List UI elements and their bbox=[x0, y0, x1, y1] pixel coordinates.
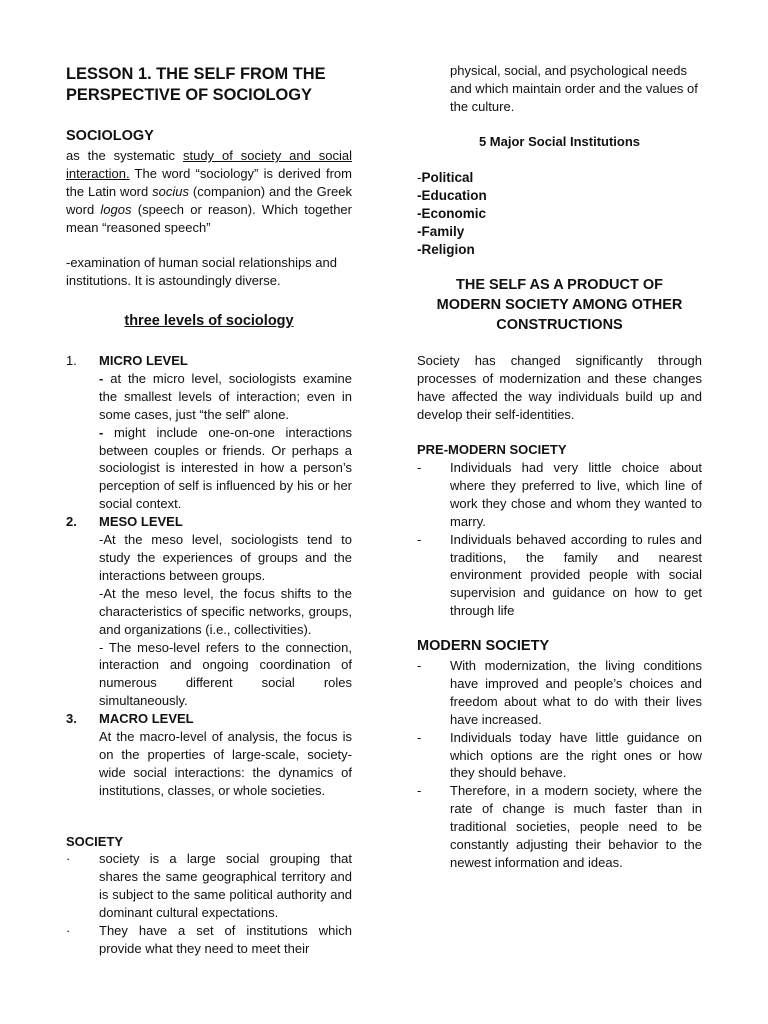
level-item-micro bbox=[66, 352, 352, 513]
list-item-text: They have a set of institutions which provide what they need to meet their bbox=[99, 922, 352, 956]
levels-heading bbox=[66, 311, 352, 331]
sociology-heading: SOCIOLOGY bbox=[66, 128, 154, 144]
def-underlined: study of society and social interaction. bbox=[66, 148, 352, 181]
examination-text: -examination of human social relationships and institutions. It is astoundingly diverse. bbox=[66, 255, 337, 288]
institutions-list bbox=[417, 169, 487, 259]
list-item bbox=[417, 729, 702, 783]
levels-heading-text: three levels of sociology bbox=[124, 313, 294, 329]
institution-name: Political bbox=[421, 170, 474, 185]
def-socius: socius bbox=[152, 183, 189, 199]
level-paragraph: -At the meso level, sociologists tend to study the experiences of groups and the interactions between groups. bbox=[99, 532, 352, 583]
bullet-dash: - bbox=[99, 370, 111, 386]
def-text-2: The word “sociology” is derived from the Latin word bbox=[66, 165, 352, 199]
institution-name: Religion bbox=[421, 241, 475, 257]
list-item bbox=[417, 531, 702, 621]
dash-mark: - bbox=[417, 783, 422, 799]
para-text: at the micro level, sociologists examine the smallest levels of interaction; even in some cases, just “the self” alone. bbox=[99, 370, 352, 422]
self-product-heading bbox=[417, 275, 702, 335]
bullet-mark: · bbox=[66, 922, 71, 938]
modern-heading: MODERN SOCIETY bbox=[417, 638, 550, 654]
para-text: might include one-on-one interactions between couples or friends. Or perhaps a sociologist is interested in how a person’s perception of self is influenced by his or her social context. bbox=[99, 424, 352, 512]
dash-mark: - bbox=[417, 460, 422, 475]
level-number: 2. bbox=[66, 514, 77, 530]
premodern-list bbox=[417, 459, 702, 620]
dash-mark: - bbox=[417, 531, 422, 547]
list-item-text: Individuals had very little choice about where they preferred to live, which line of work they chose and whom they wanted to marry. bbox=[450, 460, 702, 529]
bullet-mark: · bbox=[66, 851, 71, 866]
level-item-meso bbox=[66, 513, 352, 710]
level-title: MESO LEVEL bbox=[99, 514, 183, 530]
def-text-1: as the systematic bbox=[66, 148, 183, 163]
level-item-macro bbox=[66, 710, 352, 800]
list-item bbox=[417, 241, 487, 259]
level-paragraph bbox=[99, 370, 352, 424]
list-item-text: Individuals behaved according to rules and traditions, the family and nearest environment provided people with social supervision and guidance on how to get through life bbox=[450, 531, 702, 619]
def-text-3: (companion) and the Greek word bbox=[66, 183, 352, 217]
institution-name: Family bbox=[421, 223, 465, 239]
level-paragraph bbox=[99, 424, 352, 514]
list-item bbox=[417, 187, 487, 205]
society-list bbox=[66, 850, 352, 957]
list-item bbox=[417, 657, 702, 729]
lesson-title-line-2: PERSPECTIVE OF SOCIOLOGY bbox=[66, 86, 312, 104]
levels-list bbox=[66, 352, 352, 800]
institution-name: Education bbox=[421, 187, 487, 203]
society-heading: SOCIETY bbox=[66, 834, 124, 849]
institutions-heading: 5 Major Social Institutions bbox=[478, 134, 641, 149]
list-item bbox=[417, 205, 487, 223]
def-logos: logos bbox=[100, 201, 132, 217]
sociology-definition bbox=[66, 147, 352, 237]
dash-mark: - bbox=[417, 729, 422, 745]
list-item bbox=[66, 850, 352, 922]
dash-mark: - bbox=[417, 187, 422, 203]
level-number: 3. bbox=[66, 711, 77, 727]
level-paragraph: -At the meso level, the focus shifts to the characteristics of specific networks, groups, and organizations (i.e., collectivities). bbox=[99, 585, 352, 637]
dash-mark: - bbox=[417, 241, 422, 257]
dash-mark: - bbox=[417, 658, 422, 673]
premodern-heading: PRE-MODERN SOCIETY bbox=[417, 442, 567, 457]
level-title: MACRO LEVEL bbox=[99, 711, 194, 727]
dash-mark: - bbox=[417, 223, 422, 239]
society-changed-text: Society has changed significantly through processes of modernization and these changes have affected the way individuals build up and develop their self-identities. bbox=[417, 353, 702, 422]
list-item-text: society is a large social grouping that shares the same geographical territory and is subject to the same political authority and dominant cultural expectations. bbox=[99, 851, 352, 920]
bullet-dash: - bbox=[99, 424, 114, 440]
continued-text: physical, social, and psychological needs and which maintain order and the values of the culture. bbox=[450, 63, 698, 114]
list-item bbox=[417, 782, 702, 872]
heading-line-2: MODERN SOCIETY AMONG OTHER bbox=[436, 297, 683, 313]
list-item bbox=[417, 223, 487, 241]
heading-line-1: THE SELF AS A PRODUCT OF bbox=[455, 277, 664, 293]
institution-name: Economic bbox=[421, 205, 487, 221]
dash-mark: - bbox=[417, 205, 422, 221]
list-item-text: Therefore, in a modern society, where the rate of change is much faster than in traditional societies, people need to be constantly adjusting their behavior to the newest information and ideas. bbox=[450, 783, 702, 870]
heading-line-3: CONSTRUCTIONS bbox=[496, 317, 623, 333]
lesson-title-line-1: LESSON 1. THE SELF FROM THE bbox=[66, 65, 326, 83]
list-item bbox=[66, 922, 352, 958]
list-item-text: With modernization, the living conditions have improved and people’s choices and freedom about what to do with their lives have increased. bbox=[450, 658, 702, 727]
def-text-4: (speech or reason). Which together mean “reasoned speech” bbox=[66, 201, 352, 235]
modern-list bbox=[417, 657, 702, 872]
list-item bbox=[417, 169, 487, 187]
lesson-title bbox=[66, 64, 366, 106]
list-item-text: Individuals today have little guidance on which options are the right ones or how they should behave. bbox=[450, 729, 702, 781]
level-paragraph: At the macro-level of analysis, the focus is on the properties of large-scale, society-wide social interactions: the dynamics of institutions, classes, or whole societies. bbox=[99, 729, 352, 798]
dash-mark: - bbox=[417, 170, 422, 185]
level-title: MICRO LEVEL bbox=[99, 353, 188, 368]
level-number: 1. bbox=[66, 353, 77, 368]
level-paragraph: - The meso-level refers to the connection, interaction and ongoing coordination of numerous different social roles simultaneously. bbox=[99, 639, 352, 709]
list-item bbox=[417, 459, 702, 531]
